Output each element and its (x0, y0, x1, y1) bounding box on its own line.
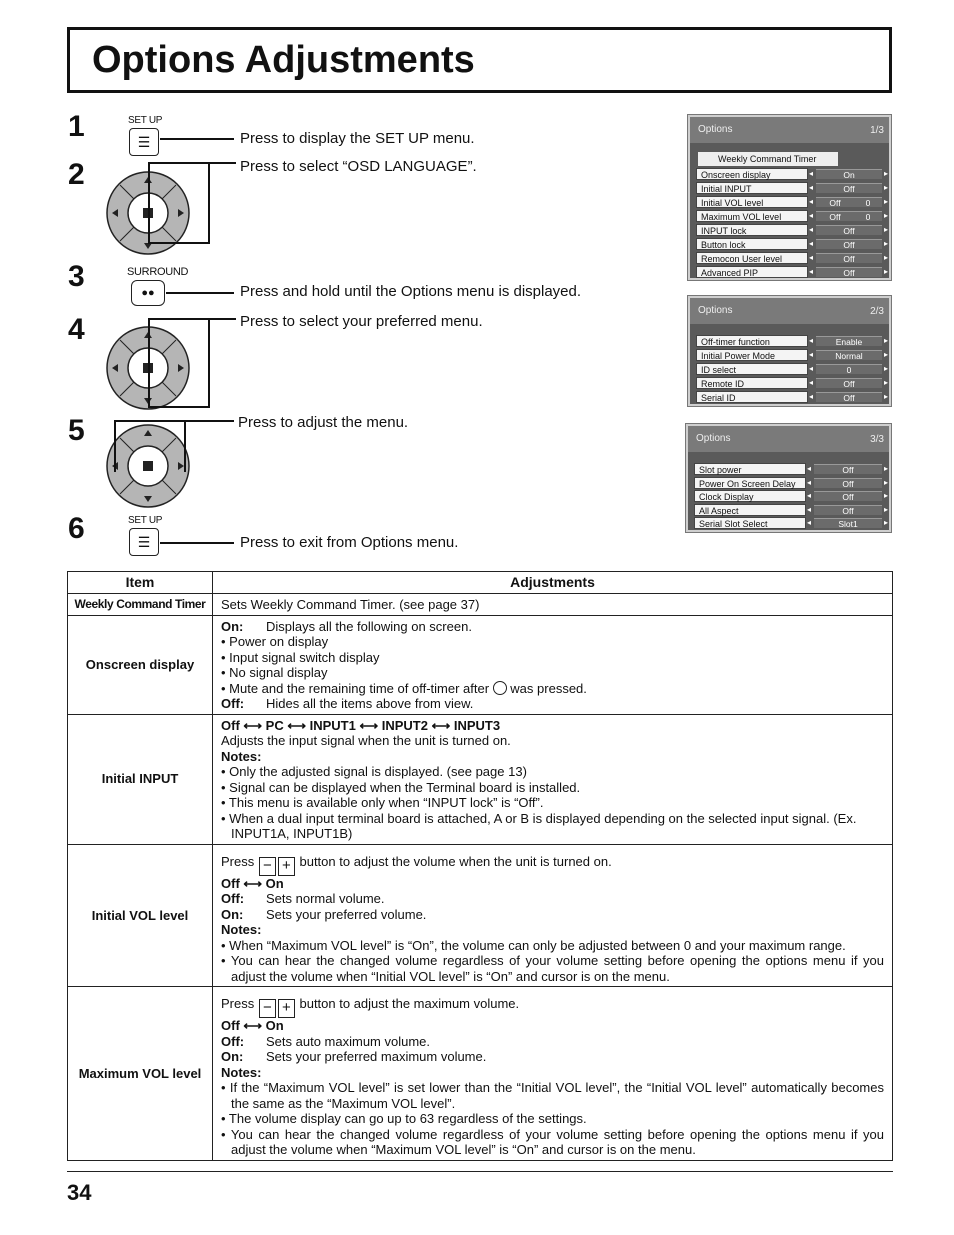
leader-line (160, 542, 234, 544)
step-3-instruction: Press and hold until the Options menu is displayed. (240, 283, 582, 300)
setup-button[interactable] (129, 128, 159, 156)
menu-item-weekly-command-timer[interactable]: Weekly Command Timer (698, 152, 838, 166)
arrow-right-icon: ▸ (884, 392, 889, 401)
input-option: INPUT3 (453, 717, 501, 733)
arrow-left-icon: ◂ (809, 211, 814, 220)
off-word: Off (221, 875, 240, 891)
arrow-left-icon: ◂ (809, 392, 814, 401)
menu-row[interactable] (694, 477, 896, 489)
arrow-right-icon: ▸ (884, 336, 889, 345)
arrow-left-icon: ◂ (809, 267, 814, 276)
menu-row-label: Slot power (694, 463, 806, 475)
arrow-right-icon: ▸ (884, 183, 889, 192)
on-word: On (265, 875, 284, 891)
menu-row-label: Initial INPUT (696, 182, 808, 194)
menu-row-label: INPUT lock (696, 224, 808, 236)
menu-row-label: Off-timer function (696, 335, 808, 347)
menu-row-value: Off (816, 253, 882, 263)
off-label: Off: (221, 1033, 245, 1049)
menu-row[interactable] (696, 238, 896, 250)
menu-row-label: Initial VOL level (696, 196, 808, 208)
step-number-2: 2 (68, 158, 85, 191)
menu-row-label: ID select (696, 363, 808, 375)
step-6-instruction: Press to exit from Options menu. (240, 534, 459, 551)
item-initial-input: Initial INPUT (68, 714, 213, 844)
note: • This menu is available only when “INPUT lock” is “Off”. (221, 795, 544, 810)
menu-title: Options (698, 124, 733, 135)
arrow-right-icon: ▸ (884, 378, 889, 387)
table-row (68, 987, 893, 1161)
step-number-4: 4 (68, 313, 85, 346)
plus-button-icon: + (278, 857, 295, 876)
menu-header (690, 298, 889, 324)
off-word: Off (221, 1018, 240, 1033)
arrow-left-icon: ◂ (807, 504, 812, 514)
arrow-left-icon: ◂ (809, 336, 814, 345)
leader-line (166, 292, 234, 294)
surround-button[interactable] (131, 280, 165, 306)
menu-row[interactable] (696, 210, 896, 222)
off-label: Off: (221, 891, 245, 906)
input-option: Off (221, 717, 240, 733)
leader-bracket (148, 242, 210, 244)
description: Adjusts the input signal when the unit is turned on. (221, 733, 511, 748)
input-option: PC (265, 717, 284, 733)
menu-row-label: Remocon User level (696, 252, 808, 264)
leader-bracket (148, 162, 210, 244)
menu-row-label: Power On Screen Delay (694, 477, 806, 489)
bullet: • No signal display (221, 665, 328, 680)
arrow-right-icon: ▸ (884, 491, 889, 501)
menu-row[interactable] (696, 224, 896, 236)
menu-row[interactable] (696, 168, 896, 180)
menu-row-label: Initial Power Mode (696, 349, 808, 361)
notes-label: Notes: (221, 922, 262, 937)
adj-initial-vol-level (213, 844, 893, 987)
menu-row-value: Normal (816, 350, 882, 360)
adj-maximum-vol-level (213, 987, 893, 1161)
menu-header (690, 117, 889, 143)
arrow-left-icon: ◂ (809, 378, 814, 387)
arrow-right-icon: ▸ (884, 211, 889, 220)
arrow-left-icon: ◂ (809, 183, 814, 192)
double-arrow-icon: ⟷ (243, 1018, 263, 1033)
note: • Only the adjusted signal is displayed. (see page 13) (221, 764, 527, 779)
step-number-1: 1 (68, 110, 85, 143)
double-arrow-icon: ⟷ (243, 875, 263, 891)
double-arrow-icon: ⟷ (359, 717, 379, 733)
title-box (67, 27, 892, 93)
menu-row-label: Remote ID (696, 377, 808, 389)
step-number-3: 3 (68, 260, 85, 293)
menu-list-icon: ☰ (137, 533, 151, 550)
step-1-instruction: Press to display the SET UP menu. (240, 130, 475, 147)
leader-bracket (114, 420, 116, 472)
arrow-right-icon: ▸ (884, 225, 889, 234)
surround-button-label: SURROUND (127, 266, 189, 278)
double-arrow-icon: ⟷ (287, 717, 306, 733)
page-number: 34 (67, 1180, 92, 1205)
menu-row-label: Advanced PIP (696, 266, 808, 278)
menu-row[interactable] (694, 463, 896, 475)
note: • You can hear the changed volume regardless of your volume setting before opening the options menu if you adjust the volume when “Initial VOL level” is “On” and cursor is on the menu. (221, 953, 884, 984)
menu-row-value: Off (814, 505, 882, 515)
bullet: • Mute and the remaining time of off-timer after (221, 680, 490, 696)
arrow-right-icon: ▸ (884, 464, 889, 473)
menu-row[interactable] (696, 363, 896, 375)
surround-icon: ●● (141, 287, 155, 299)
arrow-right-icon: ▸ (884, 350, 889, 359)
menu-page: 2/3 (870, 306, 884, 317)
menu-page: 1/3 (870, 125, 884, 136)
arrow-right-icon: ▸ (884, 518, 889, 528)
menu-row-value: Off (816, 183, 882, 193)
adj-weekly-command-timer: Sets Weekly Command Timer. (see page 37) (213, 594, 893, 616)
menu-row-value: Slot1 (814, 518, 882, 528)
table-row (68, 714, 893, 844)
menu-row-label: Serial Slot Select (694, 517, 806, 529)
leader-bracket (148, 406, 210, 408)
on-text: Sets your preferred maximum volume. (266, 1049, 487, 1064)
double-arrow-icon: ⟷ (243, 717, 263, 733)
leader-bracket (114, 420, 234, 422)
bullet-tail: was pressed. (510, 680, 587, 696)
menu-header (688, 426, 889, 452)
leader-line (208, 162, 236, 164)
menu-row-value: Off (816, 239, 882, 249)
menu-row-value: 0 (854, 211, 882, 221)
on-text: Displays all the following on screen. (266, 618, 472, 634)
arrow-right-icon: ▸ (884, 267, 889, 276)
menu-row-value: Off (816, 225, 882, 235)
leader-bracket (148, 318, 210, 408)
menu-row[interactable] (694, 504, 896, 516)
off-text: Hides all the items above from view. (266, 696, 474, 711)
step-5-instruction: Press to adjust the menu. (238, 414, 409, 431)
menu-row-value: Off (814, 464, 882, 474)
menu-row[interactable] (696, 377, 896, 389)
menu-title: Options (698, 305, 733, 316)
menu-row[interactable] (696, 391, 896, 403)
menu-row-value: 0 (816, 364, 882, 374)
note: • When “Maximum VOL level” is “On”, the volume can only be adjusted between 0 and your maximum range. (221, 937, 846, 953)
press-text: Press (221, 996, 255, 1011)
arrow-left-icon: ◂ (809, 253, 814, 262)
notes-label: Notes: (221, 1064, 262, 1080)
item-initial-vol-level: Initial VOL level (68, 844, 213, 987)
arrow-right-icon: ▸ (884, 477, 889, 487)
page-title: Options Adjustments (92, 39, 475, 81)
off-text: Sets normal volume. (266, 891, 385, 906)
menu-row[interactable] (696, 182, 896, 194)
arrow-right-icon: ▸ (884, 169, 889, 178)
menu-row-value: Off (814, 491, 882, 501)
input-option: INPUT1 (309, 717, 356, 733)
notes-label: Notes: (221, 748, 262, 764)
on-label: On: (221, 618, 244, 634)
press-text-tail: button to adjust the maximum volume. (299, 996, 520, 1011)
arrow-left-icon: ◂ (807, 491, 812, 501)
leader-line (208, 318, 236, 320)
off-text: Sets auto maximum volume. (266, 1033, 431, 1049)
arrow-left-icon: ◂ (807, 464, 812, 473)
menu-row-value: Off (816, 211, 854, 221)
leader-bracket (184, 420, 186, 472)
item-maximum-vol-level: Maximum VOL level (68, 987, 213, 1161)
recall-button-icon (493, 681, 507, 695)
menu-row[interactable] (694, 490, 896, 502)
menu-row[interactable] (696, 335, 896, 347)
menu-row-value: Off (816, 378, 882, 388)
arrow-right-icon: ▸ (884, 197, 889, 206)
on-word: On (265, 1018, 284, 1033)
note: • Signal can be displayed when the Terminal board is installed. (221, 779, 581, 795)
press-text-tail: button to adjust the volume when the unit is turned on. (299, 853, 612, 869)
setup-button[interactable] (129, 528, 159, 556)
bullet: • Input signal switch display (221, 649, 380, 665)
menu-title: Options (696, 433, 731, 444)
arrow-right-icon: ▸ (884, 253, 889, 262)
note: • You can hear the changed volume regardless of your volume setting before opening the options menu if you adjust the volume when “Maximum VOL level” is “On” and cursor is on the menu. (221, 1126, 884, 1157)
menu-row-label: Button lock (696, 238, 808, 250)
note: • When a dual input terminal board is attached, A or B is displayed depending on the selected input signal. (Ex. INPUT1A, INPUT1B) (221, 810, 857, 841)
bullet: • Power on display (221, 634, 329, 649)
plus-button-icon: + (278, 999, 295, 1018)
adjustments-table (67, 571, 893, 1161)
arrow-left-icon: ◂ (807, 518, 812, 528)
step-number-6: 6 (68, 512, 85, 545)
menu-row-value: Off (814, 478, 882, 488)
on-label: On: (221, 906, 244, 922)
note: • If the “Maximum VOL level” is set lower than the “Initial VOL level”, the “Initial VOL level” automatically becomes the same as the “Maximum VOL level”. (221, 1080, 884, 1111)
adj-initial-input (213, 714, 893, 844)
arrow-right-icon: ▸ (884, 239, 889, 248)
input-option: INPUT2 (381, 717, 428, 733)
off-label: Off: (221, 696, 245, 711)
menu-row-value: Off (816, 197, 854, 207)
options-menu-page-2 (688, 296, 891, 406)
menu-row[interactable] (694, 517, 896, 529)
menu-row[interactable] (696, 266, 896, 278)
menu-row-label: Serial ID (696, 391, 808, 403)
arrow-right-icon: ▸ (884, 504, 889, 514)
table-row (68, 844, 893, 987)
arrow-left-icon: ◂ (809, 169, 814, 178)
arrow-left-icon: ◂ (809, 364, 814, 373)
options-menu-page-3 (686, 424, 891, 532)
menu-row-label: Maximum VOL level (696, 210, 808, 222)
menu-page: 3/3 (870, 434, 884, 445)
menu-row-label: Onscreen display (696, 168, 808, 180)
menu-row-value: On (816, 169, 882, 179)
arrow-left-icon: ◂ (807, 477, 812, 487)
item-onscreen-display: Onscreen display (68, 615, 213, 714)
column-header-adjustments: Adjustments (213, 572, 893, 594)
footer-divider (67, 1171, 893, 1172)
menu-row[interactable] (696, 196, 896, 208)
step-2-instruction: Press to select “OSD LANGUAGE”. (240, 158, 477, 175)
adj-onscreen-display (213, 615, 893, 714)
arrow-left-icon: ◂ (809, 350, 814, 359)
arrow-left-icon: ◂ (809, 239, 814, 248)
menu-row-value: Off (816, 267, 882, 277)
column-header-item: Item (68, 572, 213, 594)
item-weekly-command-timer: Weekly Command Timer (68, 594, 213, 616)
menu-row[interactable] (696, 349, 896, 361)
on-text: Sets your preferred volume. (266, 906, 427, 922)
arrow-right-icon: ▸ (884, 364, 889, 373)
menu-list-icon: ☰ (137, 133, 151, 150)
arrow-left-icon: ◂ (809, 197, 814, 206)
dpad-left-right[interactable] (105, 423, 191, 509)
options-menu-page-1 (688, 115, 891, 280)
menu-row-label: All Aspect (694, 504, 806, 516)
menu-row-value: Off (816, 392, 882, 402)
table-header-row (68, 572, 893, 594)
menu-row-label: Clock Display (694, 490, 806, 502)
minus-button-icon: − (259, 857, 276, 876)
step-number-5: 5 (68, 414, 85, 447)
note: • The volume display can go up to 63 regardless of the settings. (221, 1111, 587, 1126)
leader-line (160, 138, 234, 140)
setup-button-label: SET UP (128, 515, 163, 526)
menu-row-value: 0 (854, 197, 882, 207)
double-arrow-icon: ⟷ (431, 717, 451, 733)
setup-button-label: SET UP (128, 115, 163, 126)
on-label: On: (221, 1049, 244, 1064)
arrow-left-icon: ◂ (809, 225, 814, 234)
table-row (68, 594, 893, 616)
table-row (68, 615, 893, 714)
minus-button-icon: − (259, 999, 276, 1018)
menu-row[interactable] (696, 252, 896, 264)
menu-row-value: Enable (816, 336, 882, 346)
step-4-instruction: Press to select your preferred menu. (240, 313, 483, 330)
press-text: Press (221, 853, 255, 869)
